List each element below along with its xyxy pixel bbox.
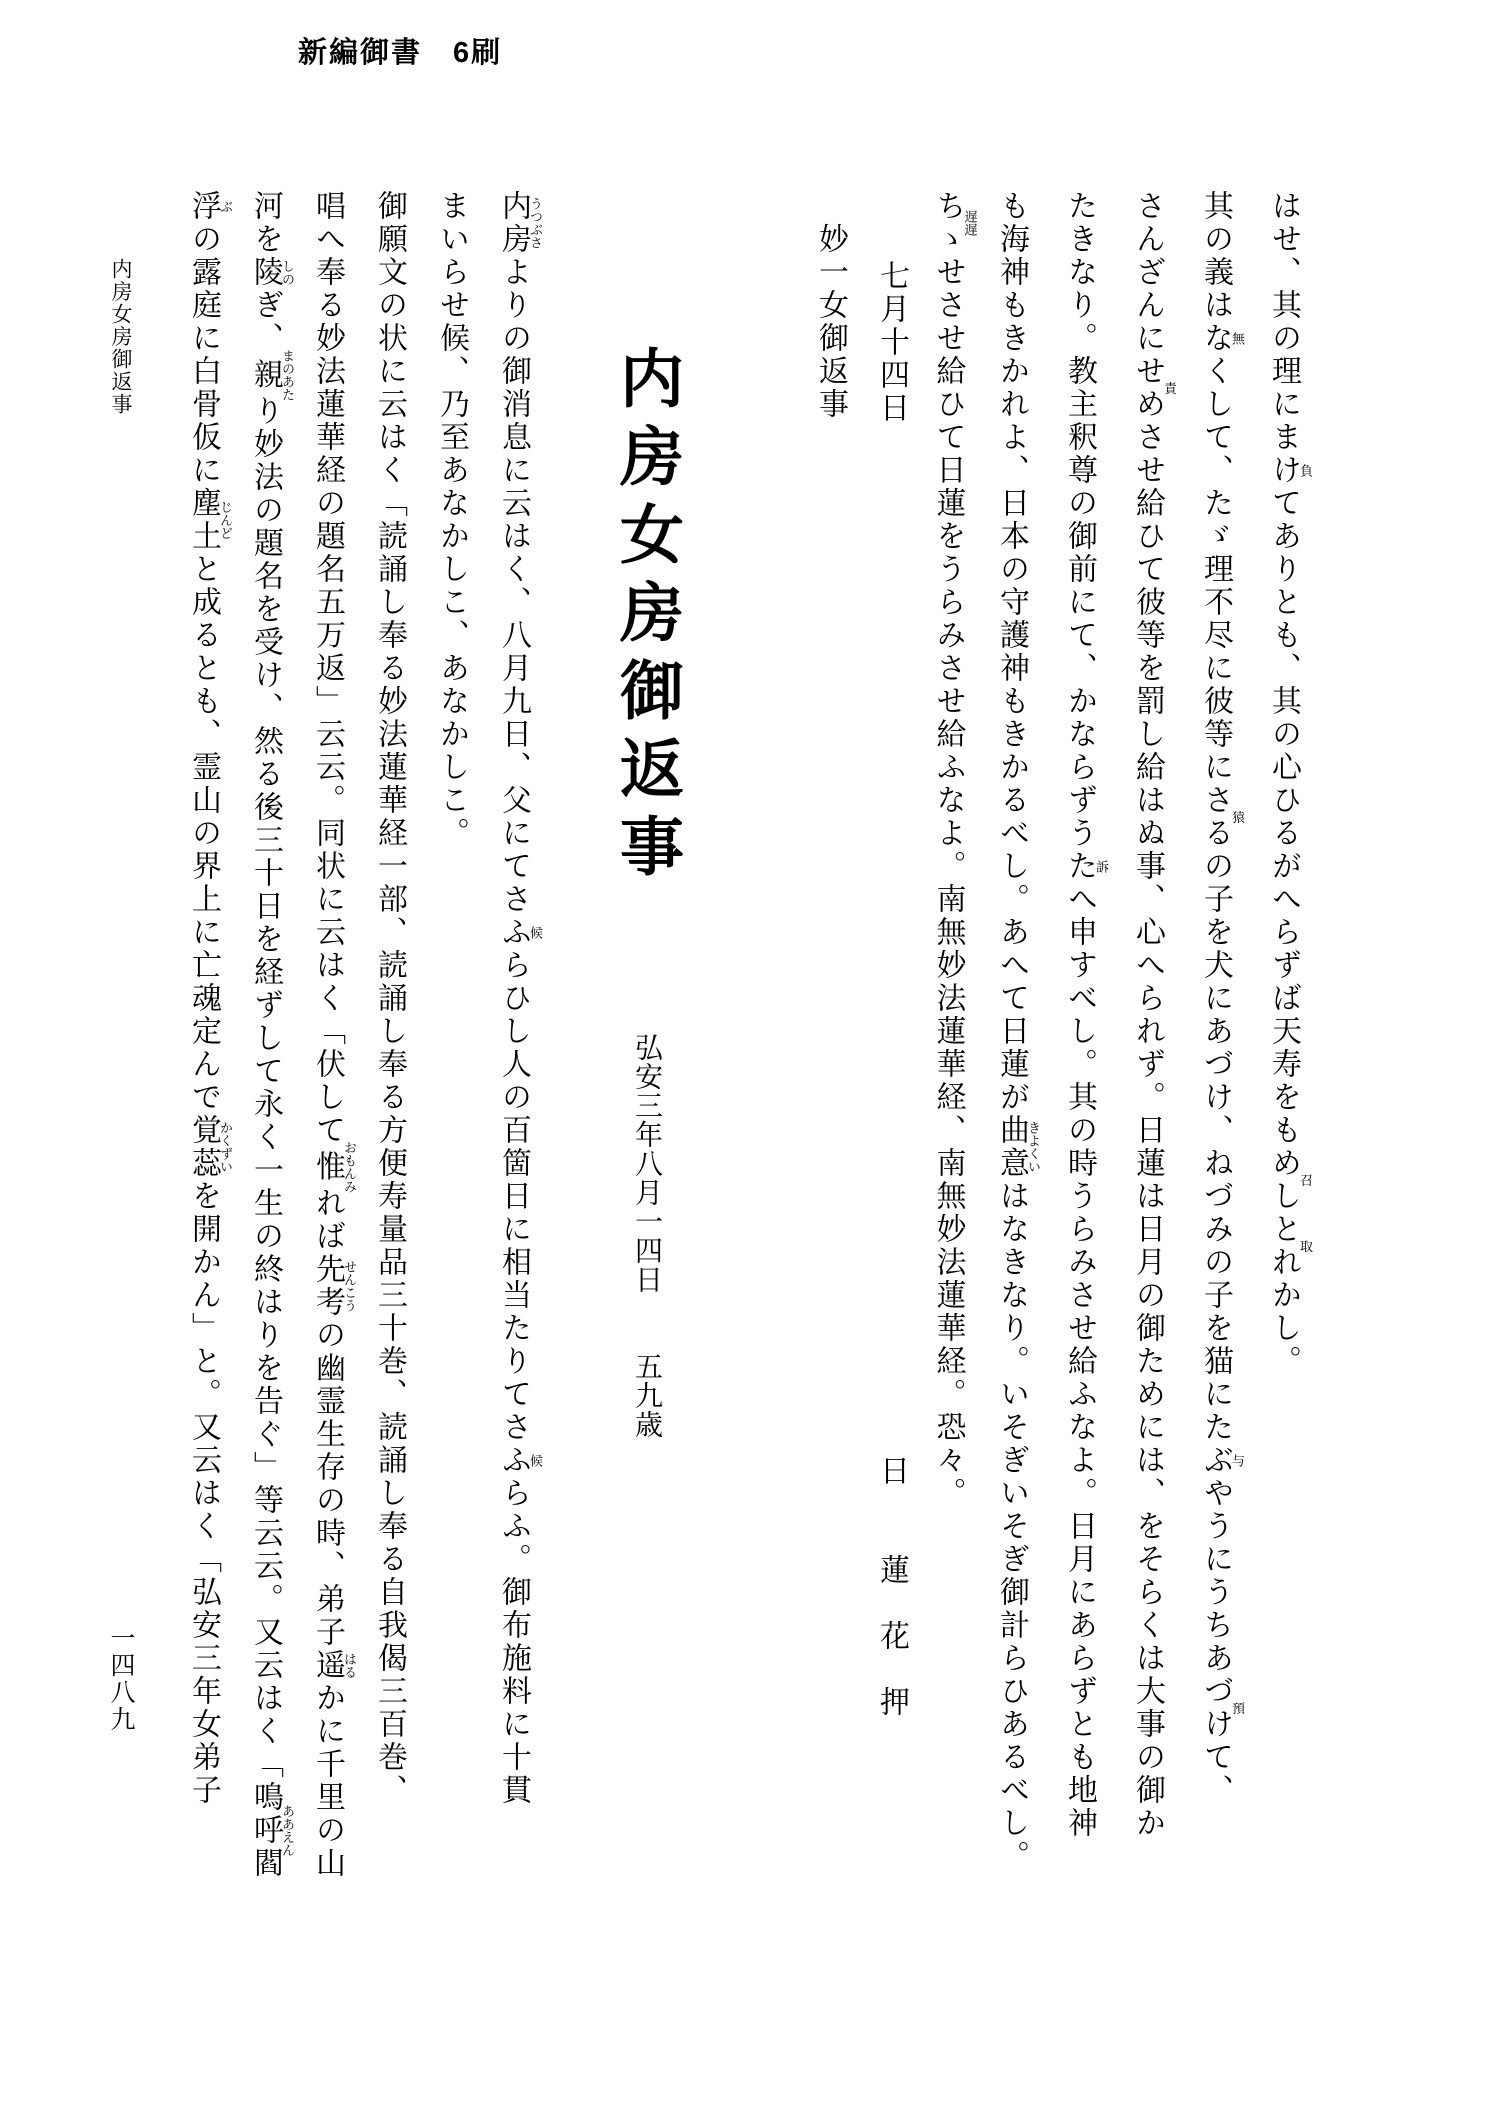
- text-column: はせ、其の理にまけ負てありとも、其の心ひるがへらずば天寿をもめし召とれ取かし。: [1267, 190, 1313, 1378]
- text-column: たきなり。教主釈尊の御前にて、かならずうたへ訴申すべし。其の時うらみさせ給ふなよ。日月にあらずとも地神: [1063, 190, 1109, 1840]
- text-column: 河を陵しのぎ、親まのあたり妙法の題名を受け、然る後三十日を経ずして永く一生の終はりを告ぐ」等云云。又云はく「鳴呼閻ああえん: [249, 190, 295, 1880]
- page-number: 一四八九: [107, 1625, 134, 1733]
- letter-block: [172, 190, 712, 1880]
- addressee-column: 妙一女御返事: [814, 223, 847, 421]
- text-column: 浮ぶの露庭に白骨仮に塵土じんどと成るとも、霊山の界上に亡魂定んで覚蕊かくずいを開かん」と。又云はく「弘安三年女弟子: [187, 190, 233, 1807]
- letter-title: 内房女房御返事: [611, 345, 682, 891]
- text-column: 御願文の状に云はく「読誦し奉る妙法蓮華経一部、読誦し奉る方便寿量品三十巻、読誦し奉る自我偈三百巻、: [373, 190, 406, 1807]
- signature: 日 蓮 花 押: [875, 1455, 908, 1719]
- text-column: まいらせ候、乃至あなかしこ、あなかしこ。: [435, 190, 468, 850]
- text-column: も海神もきかれよ、日本の守護神もきかるべし。あへて日蓮が曲意きよくいはなきなり。いそぎいそぎ御計らひあるべし。: [995, 190, 1041, 1873]
- previous-letter-block: [796, 190, 1317, 1880]
- edition-header: 新編御書 6刷: [298, 37, 503, 69]
- letter-date: 七月十四日: [875, 260, 908, 425]
- text-column: 其の義はな無くして、たゞ理不尽に彼等にさる猿の子を犬にあづけ、ねづみの子を猫にたぶ与やうにうちあづけ預て、: [1199, 190, 1245, 1807]
- letter-date-age: 弘安三年八月一四日 五九歳: [631, 1033, 662, 1439]
- text-column: さんざんにせめ責させ給ひて彼等を罰し給はぬ事、心へられず。日蓮は日月の御ためには、をそらくは大事の御か: [1131, 190, 1177, 1840]
- text-column: 唱へ奉る妙法蓮華経の題名五万返」云云。同状に云はく「伏して惟おもんみれば先考せんこうの幽霊生存の時、弟子遥はるかに千里の山: [311, 190, 357, 1880]
- text-column: ちゝ遅遅せさせ給ひて日蓮をうらみさせ給ふなよ。南無妙法蓮華経、南無妙法蓮華経。恐々。: [931, 190, 978, 1510]
- title-column: [580, 190, 712, 2035]
- text-column: 内房うつぶさよりの御消息に云はく、八月九日、父にてさふら候ひし人の百箇日に相当たりてさふら候ふ。御布施料に十貫: [497, 190, 543, 1807]
- margin-running-title: 内房女房御返事: [109, 258, 133, 416]
- date-signature-column: [864, 190, 919, 1950]
